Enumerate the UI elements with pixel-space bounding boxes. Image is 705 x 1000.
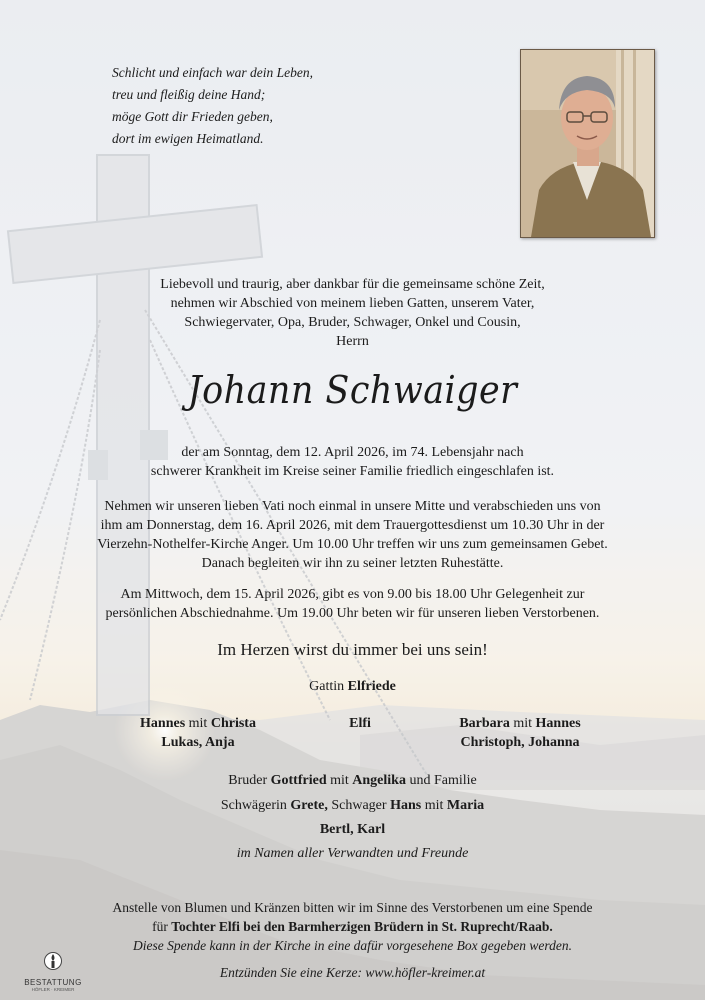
relatives-line-1 <box>0 773 705 789</box>
relative-connector: mit <box>330 773 349 788</box>
viewing-details <box>0 585 705 623</box>
funeral-line: Danach begleiten wir ihn zu seiner letzten Ruhestätte. <box>201 556 504 571</box>
relative-prefix: Bruder <box>228 773 268 788</box>
wife-prefix: Gattin <box>309 679 345 694</box>
family-connector: mit <box>513 716 533 731</box>
donation-line: Anstelle von Blumen und Kränzen bitten wir im Sinne des Verstorbenen um eine Spende <box>112 900 593 915</box>
logo-subtitle: HÖFLER · KREIMER <box>31 987 75 992</box>
relative-name: Hans <box>390 798 422 813</box>
funeral-details <box>0 497 705 573</box>
relative-name: Bertl, Karl <box>319 822 386 837</box>
wife-line <box>0 679 705 695</box>
relative-prefix: Schwägerin <box>220 798 287 813</box>
funeral-line: Vierzehn-Nothelfer-Kirche Anger. Um 10.00 Uhr treffen wir uns zum gemeinsamen Gebet. <box>97 537 608 552</box>
candle-link[interactable]: Entzünden Sie eine Kerze: www.höfler-kreimer.at <box>219 965 486 980</box>
relative-name: Maria <box>446 798 485 813</box>
relatives-line-2 <box>0 798 705 814</box>
intro-text <box>0 275 705 332</box>
viewing-line: persönlichen Abschiednahme. Um 19.00 Uhr beten wir für unseren lieben Verstorbenen. <box>105 606 600 621</box>
family-connector: mit <box>188 716 208 731</box>
relative-connector: mit <box>424 798 444 813</box>
relative-name: Gottfried <box>270 773 327 788</box>
salutation: Herrn <box>336 334 369 349</box>
intro-line: Liebevoll und traurig, aber dankbar für die gemeinsame schöne Zeit, <box>160 277 545 292</box>
viewing-line: Am Mittwoch, dem 15. April 2026, gibt es von 9.00 bis 18.00 Uhr Gelegenheit zur <box>120 587 585 602</box>
family-children: Christoph, Johanna <box>460 735 580 750</box>
portrait-photo <box>520 49 655 238</box>
family-group-1 <box>118 714 278 752</box>
wife-name: Elfriede <box>347 679 396 694</box>
intro-line: nehmen wir Abschied von meinem lieben Gatten, unserem Vater, <box>170 296 535 311</box>
relative-name: Angelika <box>352 773 406 788</box>
poem-line: dort im ewigen Heimatland. <box>112 131 264 146</box>
family-name: Barbara <box>459 716 510 731</box>
motto: Im Herzen wirst du immer bei uns sein! <box>217 640 488 659</box>
family-name: Hannes <box>140 716 186 731</box>
relatives-line-3 <box>0 822 705 838</box>
poem-line: treu und fleißig deine Hand; <box>112 87 266 102</box>
donation-prefix: für <box>152 919 168 934</box>
funeral-home-logo <box>22 950 84 992</box>
family-group-3 <box>425 714 615 752</box>
logo-name: BESTATTUNG <box>24 978 82 987</box>
death-line: der am Sonntag, dem 12. April 2026, im 74. Lebensjahr nach <box>181 445 524 460</box>
family-name: Hannes <box>535 716 581 731</box>
relative-prefix: Schwager <box>331 798 387 813</box>
family-children: Lukas, Anja <box>161 735 235 750</box>
poem-line: möge Gott dir Frieden geben, <box>112 109 273 124</box>
funeral-line: Nehmen wir unseren lieben Vati noch einmal in unsere Mitte und verabschieden uns von <box>104 499 601 514</box>
death-notice <box>0 443 705 481</box>
relative-suffix: und Familie <box>409 773 477 788</box>
family-group-2 <box>300 714 420 733</box>
family-name: Christa <box>210 716 256 731</box>
donation-notice <box>0 898 705 955</box>
poem-line: Schlicht und einfach war dein Leben, <box>112 65 313 80</box>
donation-recipient: Tochter Elfi bei den Barmherzigen Brüdern in St. Ruprecht/Raab. <box>171 919 553 934</box>
intro-line: Schwiegervater, Opa, Bruder, Schwager, Onkel und Cousin, <box>184 315 521 330</box>
candle-icon <box>44 950 62 972</box>
relatives-closing: im Namen aller Verwandten und Freunde <box>236 846 469 861</box>
deceased-name: Johann Schwaiger <box>187 368 518 412</box>
funeral-line: ihm am Donnerstag, dem 16. April 2026, mit dem Trauergottesdienst um 10.30 Uhr in der <box>100 518 605 533</box>
death-line: schwerer Krankheit im Kreise seiner Familie friedlich eingeschlafen ist. <box>150 464 555 479</box>
donation-line: Diese Spende kann in der Kirche in eine dafür vorgesehene Box gegeben werden. <box>133 938 572 953</box>
poem <box>112 62 313 150</box>
family-name: Elfi <box>349 716 371 731</box>
relative-name: Grete, <box>290 798 328 813</box>
